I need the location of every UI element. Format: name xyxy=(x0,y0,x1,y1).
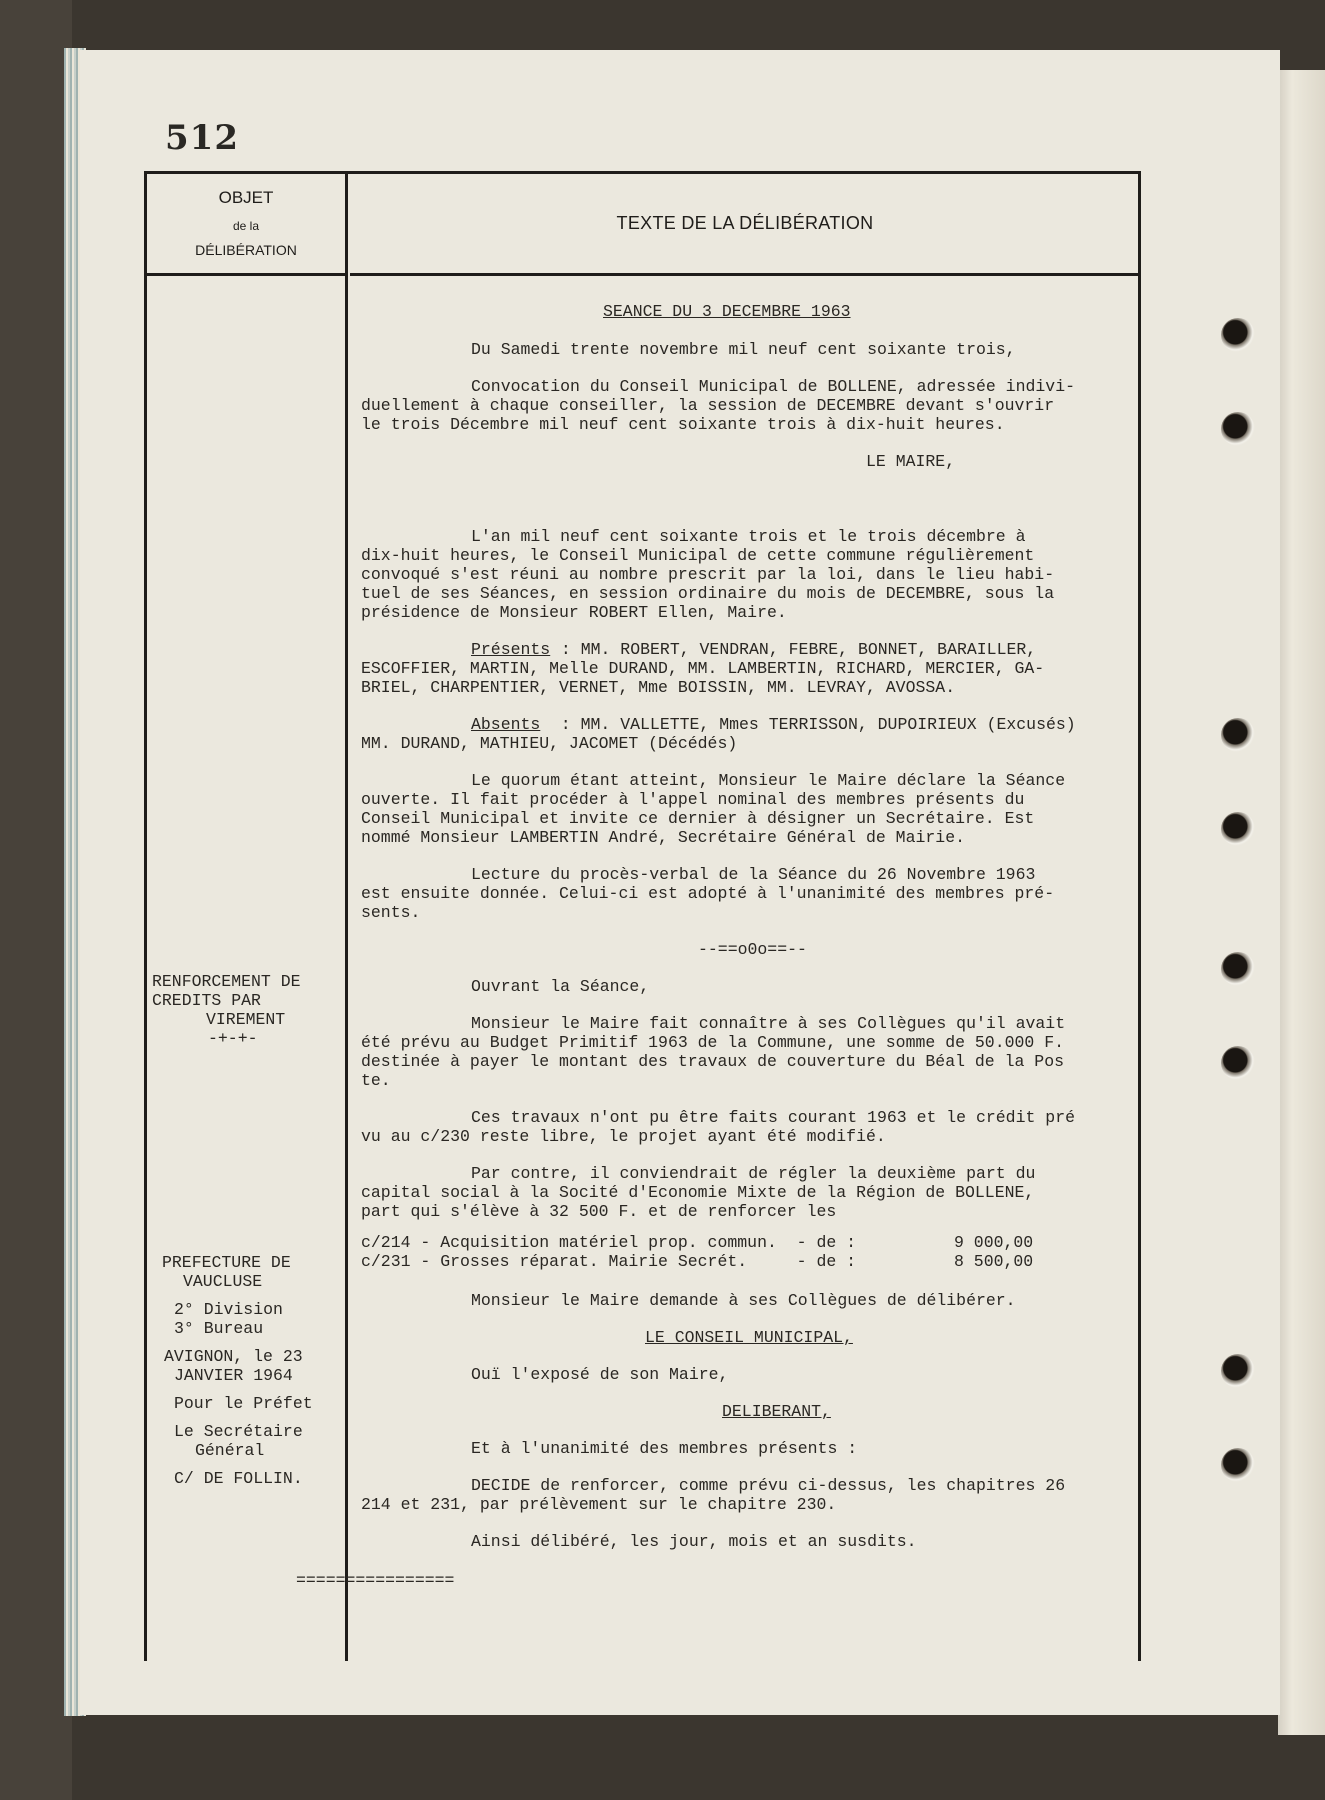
binder-hole xyxy=(1221,1448,1255,1482)
table-border-left xyxy=(144,171,147,1661)
le-maire: LE MAIRE, xyxy=(866,452,956,471)
body-paragraph: dix-huit heures, le Conseil Municipal de cette commune régulièrement xyxy=(361,546,1035,565)
body-paragraph: le trois Décembre mil neuf cent soixante trois à dix-huit heures. xyxy=(361,415,1005,434)
table-border-right xyxy=(1138,171,1141,1661)
body-paragraph: duellement à chaque conseiller, la session de DECEMBRE devant s'ouvrir xyxy=(361,396,1055,415)
margin-secretaire: Le Secrétaire xyxy=(174,1422,303,1441)
margin-renforcement: VIREMENT xyxy=(206,1010,286,1029)
section-separator: --==o0o==-- xyxy=(698,940,807,959)
body-paragraph: Monsieur le Maire demande à ses Collègues de délibérer. xyxy=(471,1291,1016,1310)
column-divider xyxy=(345,171,348,1661)
margin-division: 3° Bureau xyxy=(174,1319,264,1338)
body-paragraph: vu au c/230 reste libre, le projet ayant été modifié. xyxy=(361,1127,886,1146)
body-paragraph: Du Samedi trente novembre mil neuf cent soixante trois, xyxy=(471,340,1016,359)
absents-label: Absents xyxy=(471,715,541,734)
header-objet: OBJET xyxy=(218,188,274,207)
seance-title: SEANCE DU 3 DECEMBRE 1963 xyxy=(603,302,851,321)
body-paragraph: destinée à payer le montant des travaux de couverture du Béal de la Pos xyxy=(361,1052,1065,1071)
binder-hole xyxy=(1221,1354,1255,1388)
body-paragraph: est ensuite donnée. Celui-ci est adopté à l'unanimité des membres pré- xyxy=(361,884,1055,903)
margin-pour-prefet: Pour le Préfet xyxy=(174,1394,313,1413)
body-paragraph: L'an mil neuf cent soixante trois et le trois décembre à xyxy=(471,527,1026,546)
body-paragraph: te. xyxy=(361,1071,391,1090)
next-page-edge xyxy=(1278,70,1325,1735)
binder-hole xyxy=(1221,318,1255,352)
header-rule-right xyxy=(350,273,1140,276)
absents-list: : MM. VALLETTE, Mmes TERRISSON, DUPOIRIEUX (Excusés) xyxy=(541,715,1076,734)
body-paragraph: tuel de ses Séances, en session ordinaire du mois de DECEMBRE, sous la xyxy=(361,584,1055,603)
body-paragraph: nommé Monsieur LAMBERTIN André, Secrétaire Général de Mairie. xyxy=(361,828,965,847)
margin-separator: -+-+- xyxy=(208,1029,258,1048)
page-number: 512 xyxy=(165,118,239,158)
presents-list: BRIEL, CHARPENTIER, VERNET, Mme BOISSIN, MM. LEVRAY, AVOSSA. xyxy=(361,678,956,697)
binder-hole xyxy=(1221,412,1255,446)
margin-division: 2° Division xyxy=(174,1300,283,1319)
header-texte: TEXTE DE LA DÉLIBÉRATION xyxy=(616,213,874,233)
body-paragraph: capital social à la Socité d'Economie Mixte de la Région de BOLLENE, xyxy=(361,1183,1035,1202)
body-paragraph: Conseil Municipal et invite ce dernier à désigner un Secrétaire. Est xyxy=(361,809,1035,828)
body-paragraph: présidence de Monsieur ROBERT Ellen, Maire. xyxy=(361,603,787,622)
binder-hole xyxy=(1221,812,1255,846)
body-paragraph: Par contre, il conviendrait de régler la deuxième part du xyxy=(471,1164,1036,1183)
margin-avignon: JANVIER 1964 xyxy=(174,1366,293,1385)
binder-hole xyxy=(1221,952,1255,986)
body-paragraph: Ouï l'exposé de son Maire, xyxy=(471,1365,729,1384)
closing-line: Ainsi délibéré, les jour, mois et an susdits. xyxy=(471,1532,917,1551)
body-paragraph: Ces travaux n'ont pu être faits courant 1963 et le crédit pré xyxy=(471,1108,1075,1127)
presents-list: : MM. ROBERT, VENDRAN, FEBRE, BONNET, BARAILLER, xyxy=(551,640,1037,659)
deliberant-heading: DELIBERANT, xyxy=(722,1402,831,1421)
background-left xyxy=(0,0,72,1800)
body-paragraph: été prévu au Budget Primitif 1963 de la Commune, une somme de 50.000 F. xyxy=(361,1033,1065,1052)
table-border-top xyxy=(144,171,1141,174)
margin-prefecture: PREFECTURE DE xyxy=(162,1253,291,1272)
body-paragraph: convoqué s'est réuni au nombre prescrit par la loi, dans le lieu habi- xyxy=(361,565,1055,584)
body-paragraph: Ouvrant la Séance, xyxy=(471,977,650,996)
margin-renforcement: CREDITS PAR xyxy=(152,991,261,1010)
binder-hole xyxy=(1221,1046,1255,1080)
margin-renforcement: RENFORCEMENT DE xyxy=(152,972,301,991)
body-paragraph: Lecture du procès-verbal de la Séance du 26 Novembre 1963 xyxy=(471,865,1036,884)
body-paragraph: part qui s'élève à 32 500 F. et de renforcer les xyxy=(361,1202,837,1221)
decision-paragraph: DECIDE de renforcer, comme prévu ci-dessus, les chapitres 26 xyxy=(471,1476,1066,1495)
presents-list: ESCOFFIER, MARTIN, Melle DURAND, MM. LAMBERTIN, RICHARD, MERCIER, GA- xyxy=(361,659,1045,678)
margin-prefecture: VAUCLUSE xyxy=(183,1272,263,1291)
margin-avignon: AVIGNON, le 23 xyxy=(164,1347,303,1366)
credit-line-amount: 9 000,00 xyxy=(954,1233,1034,1252)
body-paragraph: Convocation du Conseil Municipal de BOLLENE, adressée indivi- xyxy=(471,377,1075,396)
credit-line-amount: 8 500,00 xyxy=(954,1252,1034,1271)
header-de-la: de la xyxy=(232,219,260,233)
body-paragraph: Monsieur le Maire fait connaître à ses Collègues qu'il avait xyxy=(471,1014,1066,1033)
body-paragraph: Et à l'unanimité des membres présents : xyxy=(471,1439,858,1458)
margin-signature: C/ DE FOLLIN. xyxy=(174,1469,303,1488)
header-deliberation: DÉLIBÉRATION xyxy=(195,242,297,258)
credit-line-label: c/214 - Acquisition matériel prop. commun. - de : xyxy=(361,1233,857,1252)
body-paragraph: Le quorum étant atteint, Monsieur le Maire déclare la Séance xyxy=(471,771,1066,790)
absents-list: MM. DURAND, MATHIEU, JACOMET (Décédés) xyxy=(361,734,738,753)
body-paragraph: ouverte. Il fait procéder à l'appel nominal des membres présents du xyxy=(361,790,1025,809)
conseil-heading: LE CONSEIL MUNICIPAL, xyxy=(645,1328,853,1347)
margin-secretaire: Général xyxy=(195,1441,265,1460)
header-rule-left xyxy=(147,273,347,276)
binder-hole xyxy=(1221,718,1255,752)
credit-line-label: c/231 - Grosses réparat. Mairie Secrét. - de : xyxy=(361,1252,857,1271)
end-rule: ================ xyxy=(296,1571,455,1590)
body-paragraph: sents. xyxy=(361,903,421,922)
decision-paragraph: 214 et 231, par prélèvement sur le chapitre 230. xyxy=(361,1495,837,1514)
presents-label: Présents xyxy=(471,640,551,659)
